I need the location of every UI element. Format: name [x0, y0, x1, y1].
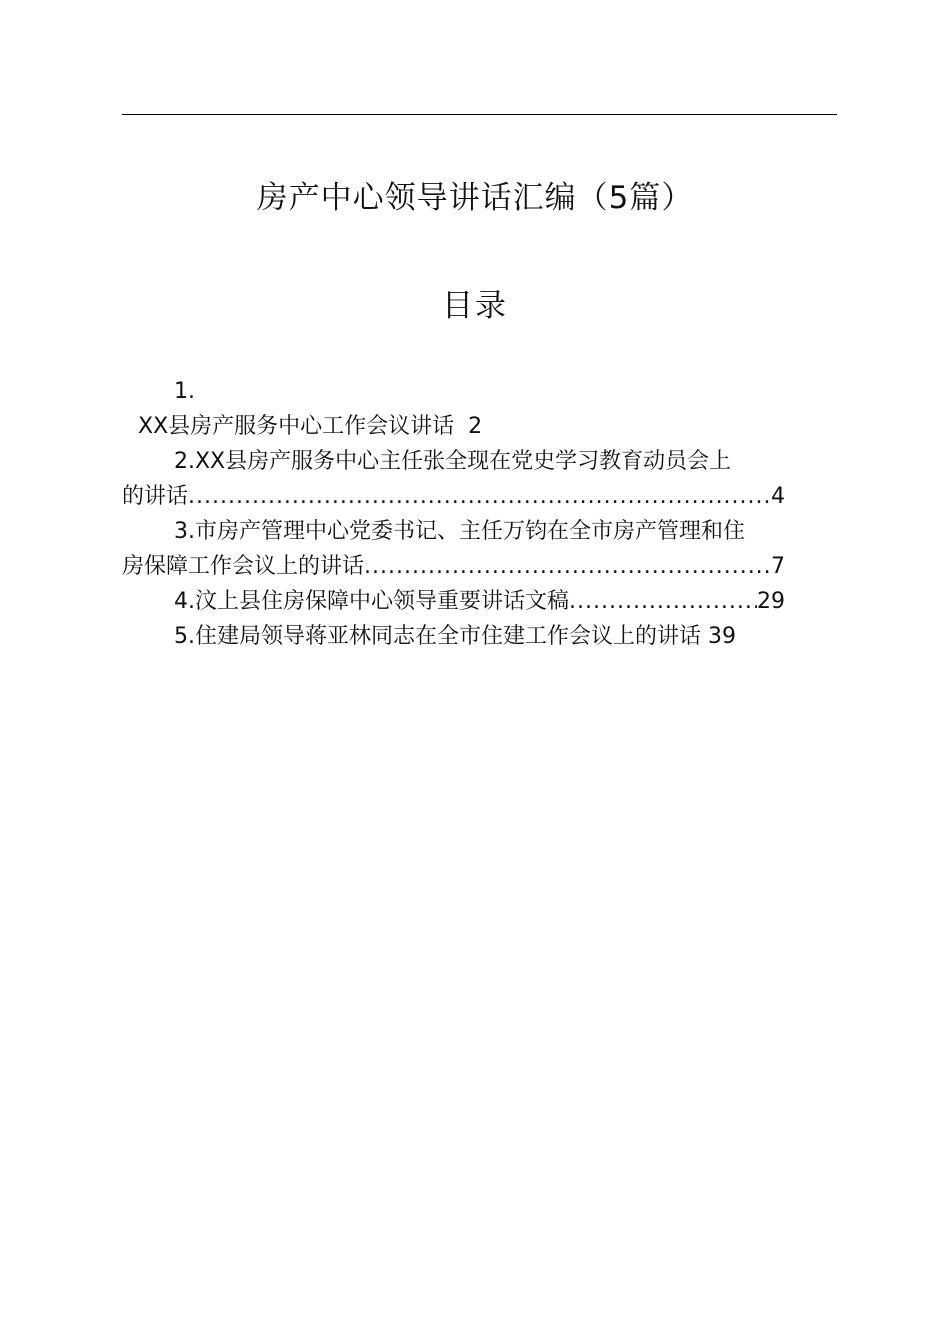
toc-entry-1-number[interactable]: 1. [174, 379, 195, 404]
toc-leader-dots [569, 584, 757, 619]
toc-entry-5-line[interactable] [122, 619, 842, 654]
toc-leader-dots [188, 479, 771, 514]
table-of-contents [122, 374, 842, 654]
toc-entry-3-page: 7 [771, 554, 785, 579]
toc-leader-dots [364, 549, 771, 584]
toc-entry-3-text[interactable]: 3.市房产管理中心党委书记、主任万钧在全市房产管理和住 [174, 519, 745, 544]
toc-entry-3-line-1[interactable] [122, 514, 842, 549]
toc-entry-2-text[interactable]: 2.XX县房产服务中心主任张全现在党史学习教育动员会上 [174, 449, 732, 474]
toc-entry-4-text[interactable]: 4.汶上县住房保障中心领导重要讲话文稿 [174, 589, 569, 614]
toc-entry-4-line[interactable] [122, 584, 842, 619]
toc-entry-1-page: 2 [468, 414, 483, 439]
toc-entry-5-text[interactable]: 5.住建局领导蒋亚林同志在全市住建工作会议上的讲话 [174, 624, 701, 649]
toc-entry-4-page: 29 [757, 589, 785, 614]
toc-entry-2-line-1[interactable] [122, 444, 842, 479]
document-title: 房产中心领导讲话汇编（5篇） [256, 180, 694, 216]
toc-entry-2-line-2[interactable] [122, 479, 842, 514]
toc-entry-3-text-cont[interactable]: 房保障工作会议上的讲话 [122, 554, 365, 579]
toc-entry-1-line[interactable] [122, 409, 842, 444]
toc-heading: 目录 [442, 288, 508, 324]
toc-entry-1-number-line [122, 374, 842, 409]
toc-entry-2-text-cont[interactable]: 的讲话 [122, 484, 189, 509]
toc-entry-2-page: 4 [771, 484, 785, 509]
header-rule [122, 114, 837, 115]
toc-entry-1-text[interactable]: XX县房产服务中心工作会议讲话 [138, 414, 455, 439]
toc-entry-3-line-2[interactable] [122, 549, 842, 584]
toc-entry-5-page: 39 [708, 624, 736, 649]
